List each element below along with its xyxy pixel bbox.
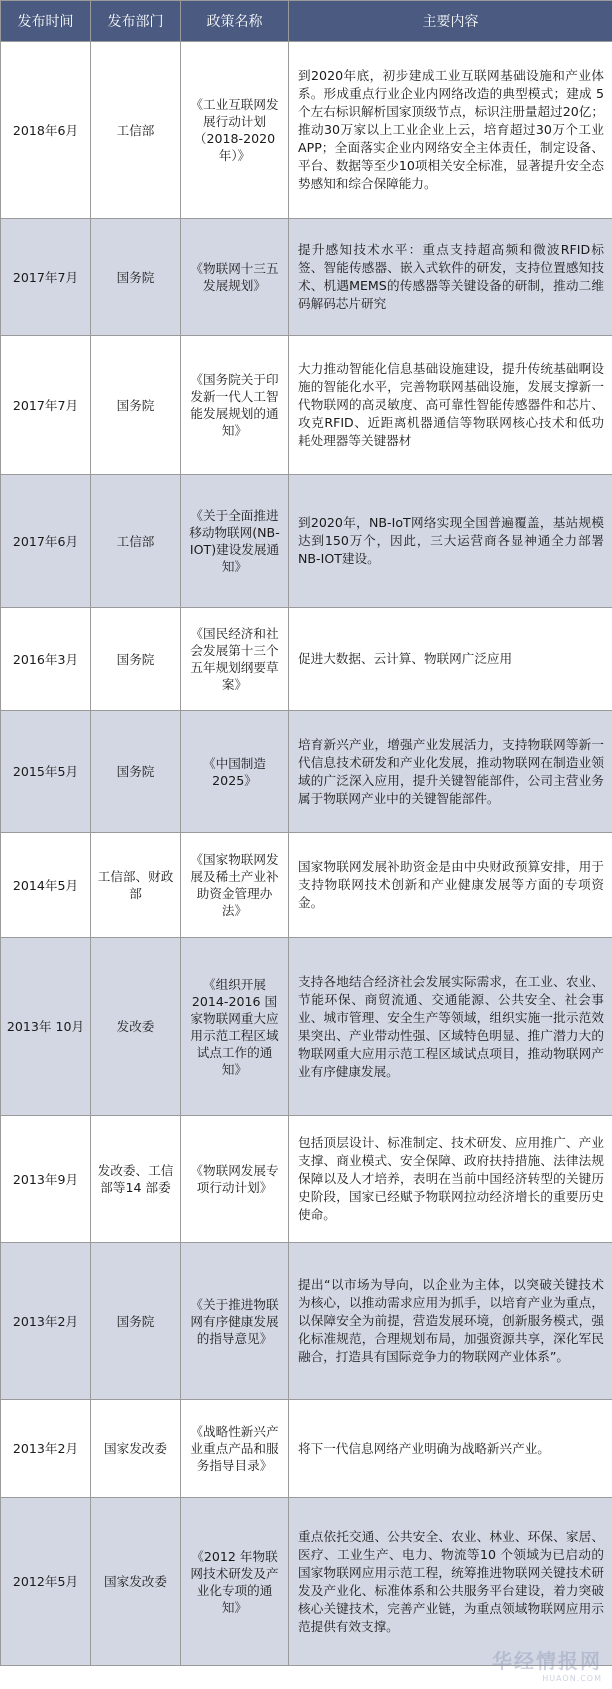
cell-department: 国务院 xyxy=(91,711,181,833)
cell-date: 2012年5月 xyxy=(1,1498,91,1666)
cell-department: 国家发改委 xyxy=(91,1400,181,1498)
cell-department: 国务院 xyxy=(91,219,181,336)
cell-department: 发改委、工信部等14 部委 xyxy=(91,1116,181,1243)
cell-date: 2015年5月 xyxy=(1,711,91,833)
table-row xyxy=(1,1116,612,1243)
cell-department: 国务院 xyxy=(91,1243,181,1400)
cell-policy-name: 《国家物联网发展及稀土产业补助资金管理办法》 xyxy=(181,833,289,938)
table-row xyxy=(1,42,612,219)
cell-policy-name: 《中国制造 2025》 xyxy=(181,711,289,833)
cell-content: 促进大数据、云计算、物联网广泛应用 xyxy=(289,608,612,711)
cell-content: 到2020年底，初步建成工业互联网基础设施和产业体系。形成重点行业企业内网络改造的典型模式；建成 5个左右标识解析国家顶级节点，标识注册量超过20亿；推动30万家以上工业企业上云，培育超过30万个工业APP；全面落实企业内网络安全主体责任，制定设备、平台、数据等至少10项相关安全标准，显著提升安全态势感知和综合保障能力。 xyxy=(289,42,612,219)
table-row xyxy=(1,711,612,833)
cell-content: 包括顶层设计、标准制定、技术研发、应用推广、产业支撑、商业模式、安全保障、政府扶持措施、法律法规保障以及人才培养，表明在当前中国经济转型的关键历史阶段，国家已经赋予物联网拉动经济增长的重要历史使命。 xyxy=(289,1116,612,1243)
table-row xyxy=(1,1400,612,1498)
table-row xyxy=(1,475,612,608)
cell-date: 2013年 10月 xyxy=(1,938,91,1116)
cell-content: 国家物联网发展补助资金是由中央财政预算安排，用于支持物联网技术创新和产业健康发展等方面的专项资金。 xyxy=(289,833,612,938)
cell-date: 2017年7月 xyxy=(1,219,91,336)
watermark-subtext: HUAON.COM xyxy=(542,1674,602,1683)
cell-content: 提出“以市场为导向，以企业为主体，以突破关键技术为核心，以推动需求应用为抓手，以培育产业为重点，以保障安全为前提，营造发展环境，创新服务模式，强化标准规范，合理规划布局，加强资源共享，深化军民融合，打造具有国际竞争力的物联网产业体系”。 xyxy=(289,1243,612,1400)
table-row xyxy=(1,608,612,711)
table-row xyxy=(1,1498,612,1666)
cell-content: 重点依托交通、公共安全、农业、林业、环保、家居、医疗、工业生产、电力、物流等10 个领域为已启动的国家物联网应用示范工程，统筹推进物联网关键技术研发及产业化、标准体系和公共服务平台建设，着力突破核心关键技术，完善产业链，为重点领域物联网应用示范提供有效支撑。 xyxy=(289,1498,612,1666)
cell-date: 2018年6月 xyxy=(1,42,91,219)
cell-policy-name: 《关于推进物联网有序健康发展的指导意见》 xyxy=(181,1243,289,1400)
cell-policy-name: 《物联网发展专项行动计划》 xyxy=(181,1116,289,1243)
cell-department: 工信部 xyxy=(91,475,181,608)
cell-date: 2013年2月 xyxy=(1,1243,91,1400)
cell-policy-name: 《物联网十三五发展规划》 xyxy=(181,219,289,336)
cell-content: 提升感知技术水平：重点支持超高频和微波RFID标签、智能传感器、嵌入式软件的研发，支持位置感知技术、机遇MEMS的传感器等关键设备的研制，推动二维码解码芯片研究 xyxy=(289,219,612,336)
table-row xyxy=(1,336,612,475)
cell-department: 国家发改委 xyxy=(91,1498,181,1666)
cell-policy-name: 《国民经济和社会发展第十三个五年规划纲要草案》 xyxy=(181,608,289,711)
cell-policy-name: 《组织开展2014-2016 国家物联网重大应用示范工程区域试点工作的通知》 xyxy=(181,938,289,1116)
cell-policy-name: 《2012 年物联网技术研发及产业化专项的通知》 xyxy=(181,1498,289,1666)
table-row xyxy=(1,1243,612,1400)
cell-content: 大力推动智能化信息基础设施建设，提升传统基础啊设施的智能化水平，完善物联网基础设施，发展支撑新一代物联网的高灵敏度、高可靠性智能传感器件和芯片、攻克RFID、近距离机器通信等物联网核心技术和低功耗处理器等关键器材 xyxy=(289,336,612,475)
cell-department: 国务院 xyxy=(91,608,181,711)
cell-policy-name: 《工业互联网发展行动计划（2018-2020年）》 xyxy=(181,42,289,219)
cell-department: 国务院 xyxy=(91,336,181,475)
cell-department: 工信部 xyxy=(91,42,181,219)
cell-department: 工信部、财政部 xyxy=(91,833,181,938)
table-row xyxy=(1,833,612,938)
cell-policy-name: 《战略性新兴产业重点产品和服务指导目录》 xyxy=(181,1400,289,1498)
cell-department: 发改委 xyxy=(91,938,181,1116)
cell-date: 2017年6月 xyxy=(1,475,91,608)
cell-date: 2017年7月 xyxy=(1,336,91,475)
cell-content: 将下一代信息网络产业明确为战略新兴产业。 xyxy=(289,1400,612,1498)
table-row xyxy=(1,938,612,1116)
cell-content: 支持各地结合经济社会发展实际需求，在工业、农业、节能环保、商贸流通、交通能源、公共安全、社会事业、城市管理、安全生产等领域，组织实施一批示范效果突出、产业带动性强、区域特色明显、推广潜力大的物联网重大应用示范工程区域试点项目，推动物联网产业有序健康发展。 xyxy=(289,938,612,1116)
table-row xyxy=(1,219,612,336)
cell-content: 到2020年，NB-IoT网络实现全国普遍覆盖，基站规模达到150万个，因此，三大运营商各显神通全力部署NB-IOT建设。 xyxy=(289,475,612,608)
cell-policy-name: 《国务院关于印发新一代人工智能发展规划的通知》 xyxy=(181,336,289,475)
cell-date: 2013年9月 xyxy=(1,1116,91,1243)
header-content: 主要内容 xyxy=(289,1,612,42)
header-policy-name: 政策名称 xyxy=(181,1,289,42)
watermark-text: 华经情报网 xyxy=(492,1649,602,1673)
cell-date: 2016年3月 xyxy=(1,608,91,711)
cell-date: 2013年2月 xyxy=(1,1400,91,1498)
cell-date: 2014年5月 xyxy=(1,833,91,938)
header-date: 发布时间 xyxy=(1,1,91,42)
cell-content: 培育新兴产业，增强产业发展活力，支持物联网等新一代信息技术研发和产业化发展，推动物联网在制造业领域的广泛深入应用，提升关键智能部件，公司主营业务属于物联网产业中的关键智能部件。 xyxy=(289,711,612,833)
header-department: 发布部门 xyxy=(91,1,181,42)
table-header-row xyxy=(1,1,612,42)
cell-policy-name: 《关于全面推进移动物联网(NB-IOT)建设发展通知》 xyxy=(181,475,289,608)
